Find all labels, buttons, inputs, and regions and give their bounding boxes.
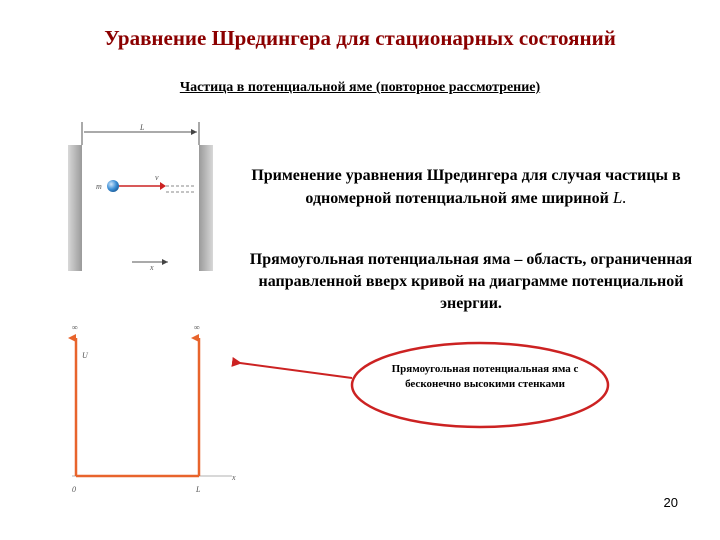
width-label: L <box>140 123 145 132</box>
callout-text: Прямоугольная потенциальная яма с бесконечно высокими стенками <box>391 363 579 390</box>
slide-title: Уравнение Шредингера для стационарных состояний <box>104 26 616 50</box>
energy-label: U <box>82 351 88 360</box>
paragraph-application-text: Применение уравнения Шредингера для случая частицы в одномерной потенциальной яме шириной <box>251 167 681 207</box>
velocity-label: v <box>155 173 159 182</box>
mass-label: m <box>96 182 102 191</box>
velocity-arrowhead <box>160 182 166 190</box>
well-width-label: L <box>196 485 201 494</box>
origin-label: 0 <box>72 485 76 494</box>
infinite-well-figure <box>72 323 236 494</box>
left-wall <box>68 145 82 271</box>
right-wall <box>199 145 213 271</box>
well-x-label: x <box>232 473 236 482</box>
infinity-left-label: ∞ <box>72 323 78 332</box>
infinity-right-label: ∞ <box>194 323 200 332</box>
paragraph-definition: Прямоугольная потенциальная яма – область, ограниченная направленной вверх кривой на диаграмме потенциальной энергии. <box>249 251 693 312</box>
particle-box-figure <box>68 122 213 272</box>
x-axis-label: x <box>150 263 154 272</box>
paragraph-application <box>236 165 696 210</box>
callout-arrow <box>240 363 352 378</box>
slide-subtitle: Частица в потенциальной яме (повторное рассмотрение) <box>179 80 541 95</box>
width-symbol: L. <box>612 188 627 207</box>
page-number: 20 <box>663 495 678 510</box>
particle-ball <box>107 180 119 192</box>
